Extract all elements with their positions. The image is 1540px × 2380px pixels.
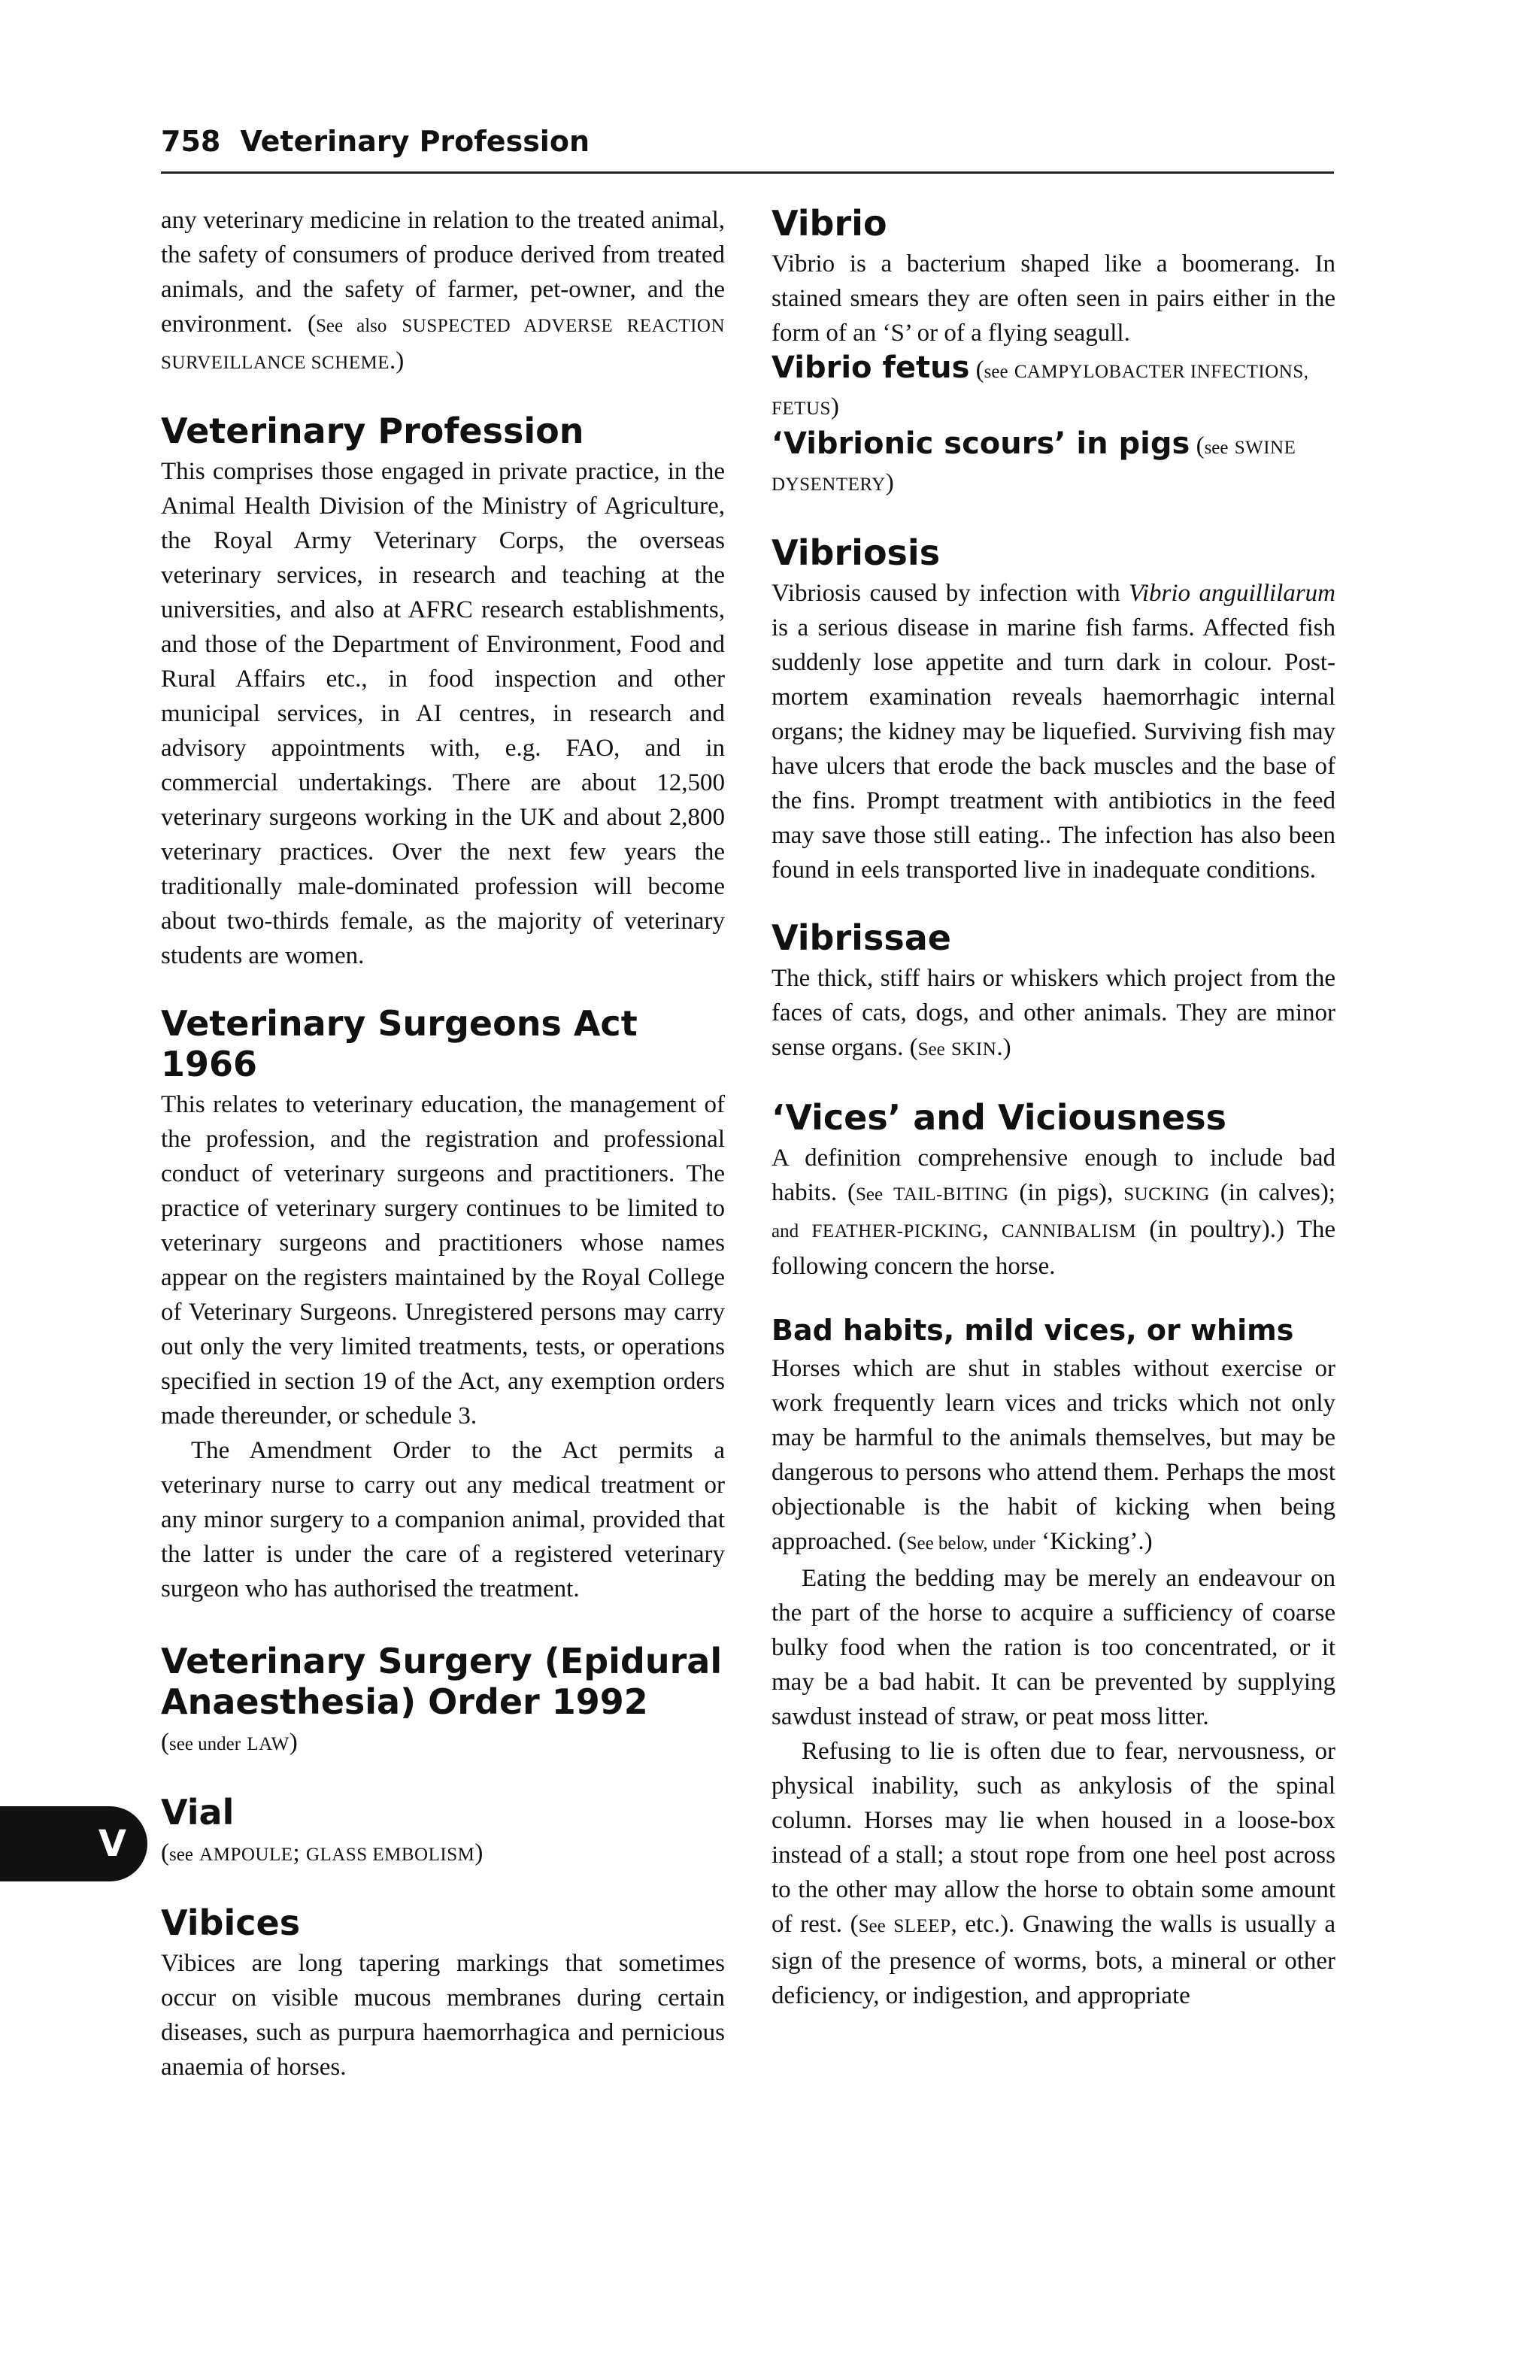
entry-heading-surgery-order: Veterinary Surgery (Epidural Anaesthesia) Order 1992 bbox=[161, 1641, 723, 1722]
entry-text-veterinary-profession: This comprises those engaged in private practice, in the Animal Health Division of the Ministry of Agriculture, the Royal Army Veterinary Corps, the overseas veterinary services, in research and teaching at the universities, and also at AFRC research establishments, and those of the Department of Environment, Food and Rural Affairs etc., in food inspection and other municipal services, in AI centres, in research and advisory appointments with, e.g. FAO, and in commercial undertakings. There are about 12,500 veterinary surgeons working in the UK and about 2,800 veterinary practices. Over the next few years the traditionally male-dominated profession will become about two-thirds female, as the majority of veterinary students are women. bbox=[161, 458, 725, 969]
entry-text-vibrissae: The thick, stiff hairs or whiskers which project from the faces of cats, dogs, and other animals. They are minor sense organs. (See SKIN.) bbox=[772, 965, 1335, 1061]
xref-surgery-order: (see under LAW) bbox=[161, 1729, 298, 1756]
text-bad-habits-3: Refusing to lie is often due to fear, nervousness, or physical inability, such as ankylosis of the spinal column. Horses may lie when housed in a loose-box instead of a stall; a stout rope from one heel post across to the other may allow the horse to obtain some amount of rest. (See SLEEP, etc.). Gnawing the walls is usually a sign of the presence of worms, bots, a mineral or other deficiency, or indigestion, and appropriate bbox=[772, 1738, 1335, 2009]
left-column bbox=[161, 203, 725, 2084]
header-rule bbox=[161, 171, 1334, 174]
entry-heading-vibrissae: Vibrissae bbox=[772, 917, 951, 958]
entry-heading-vibrio: Vibrio bbox=[772, 203, 887, 244]
entry-vibrionic-scours: ‘Vibrionic scours’ in pigs (see SWINE DYSENTERY) bbox=[772, 426, 1296, 496]
entry-text-vibrio: Vibrio is a bacterium shaped like a boomerang. In stained smears they are often seen in pairs either in the form of an ‘S’ or of a flying seagull. bbox=[772, 250, 1335, 347]
running-header bbox=[161, 125, 590, 158]
entry-heading-vibices: Vibices bbox=[161, 1902, 301, 1943]
entry-text-vibriosis: Vibriosis caused by infection with Vibrio anguillilarum is a serious disease in marine fish farms. Affected fish suddenly lose appetite and turn dark in colour. Post-mortem examination reveals haemorrhagic internal organs; the kidney may be liquefied. Surviving fish may have ulcers that erode the back muscles and the base of the fins. Prompt treatment with antibiotics in the feed may save those still eating.. The infection has also been found in eels transported live in inadequate conditions. bbox=[772, 580, 1335, 884]
intro-paragraph: any veterinary medicine in relation to the treated animal, the safety of consumers of produce derived from treated animals, and the safety of farmer, pet-owner, and the environment. (See also SUSPECTED ADVERSE REACTION SURVEILLANCE SCHEME.) bbox=[161, 207, 725, 374]
entry-text-surgeons-act: This relates to veterinary education, the management of the profession, and the registration and professional conduct of veterinary surgeons and practitioners. The practice of veterinary surgery continues to be limited to veterinary surgeons and practitioners whose names appear on the registers maintained by the Royal College of Veterinary Surgeons. Unregistered persons may carry out only the very limited treatments, tests, or operations specified in section 19 of the Act, any exemption orders made thereunder, or schedule 3. bbox=[161, 1091, 725, 1430]
entry-heading-vibriosis: Vibriosis bbox=[772, 532, 941, 573]
entry-text-vibices: Vibices are long tapering markings that sometimes occur on visible mucous membranes during certain diseases, such as purpura haemorrhagica and pernicious anaemia of horses. bbox=[161, 1950, 725, 2081]
entry-heading-vices: ‘Vices’ and Viciousness bbox=[772, 1097, 1226, 1138]
entry-heading-surgeons-act: Veterinary Surgeons Act 1966 bbox=[161, 1003, 638, 1084]
xref-vial: (see AMPOULE; GLASS EMBOLISM) bbox=[161, 1839, 484, 1866]
entry-text-surgeons-act-amendment: The Amendment Order to the Act permits a veterinary nurse to carry out any medical treatment or any minor surgery to a companion animal, provided that the latter is under the care of a registered veterinary surgeon who has authorised the treatment. bbox=[161, 1437, 725, 1602]
text-bad-habits-1: Horses which are shut in stables without exercise or work frequently learn vices and tricks which not only may be harmful to the animals themselves, but may be dangerous to persons who attend them. Perhaps the most objectionable is the habit of kicking when being approached. (See below, under ‘Kicking’.) bbox=[772, 1355, 1335, 1555]
entry-text-vices: A definition comprehensive enough to include bad habits. (See TAIL-BITING (in pigs), SUCKING (in calves); and FEATHER-PICKING, CANNIBALISM (in poultry).) The following concern the horse. bbox=[772, 1145, 1335, 1280]
running-title: Veterinary Profession bbox=[240, 125, 590, 158]
entry-heading-vibrionic-scours: ‘Vibrionic scours’ in pigs bbox=[772, 426, 1190, 461]
text-bad-habits-2: Eating the bedding may be merely an endeavour on the part of the horse to acquire a sufficiency of coarse bulky food when the ration is too concentrated, or it may be a bad habit. It can be prevented by supplying sawdust instead of straw, or peat moss litter. bbox=[772, 1565, 1335, 1730]
entry-heading-vibrio-fetus: Vibrio fetus bbox=[772, 350, 970, 385]
section-tab-v: V bbox=[0, 1806, 147, 1881]
entry-heading-vial: Vial bbox=[161, 1792, 235, 1833]
entry-vibrio-fetus: Vibrio fetus (see CAMPYLOBACTER INFECTIONS, FETUS) bbox=[772, 350, 1309, 420]
page-number: 758 bbox=[161, 125, 221, 158]
entry-heading-veterinary-profession: Veterinary Profession bbox=[161, 411, 584, 451]
right-column bbox=[772, 203, 1335, 2013]
subheading-bad-habits: Bad habits, mild vices, or whims bbox=[772, 1314, 1294, 1347]
